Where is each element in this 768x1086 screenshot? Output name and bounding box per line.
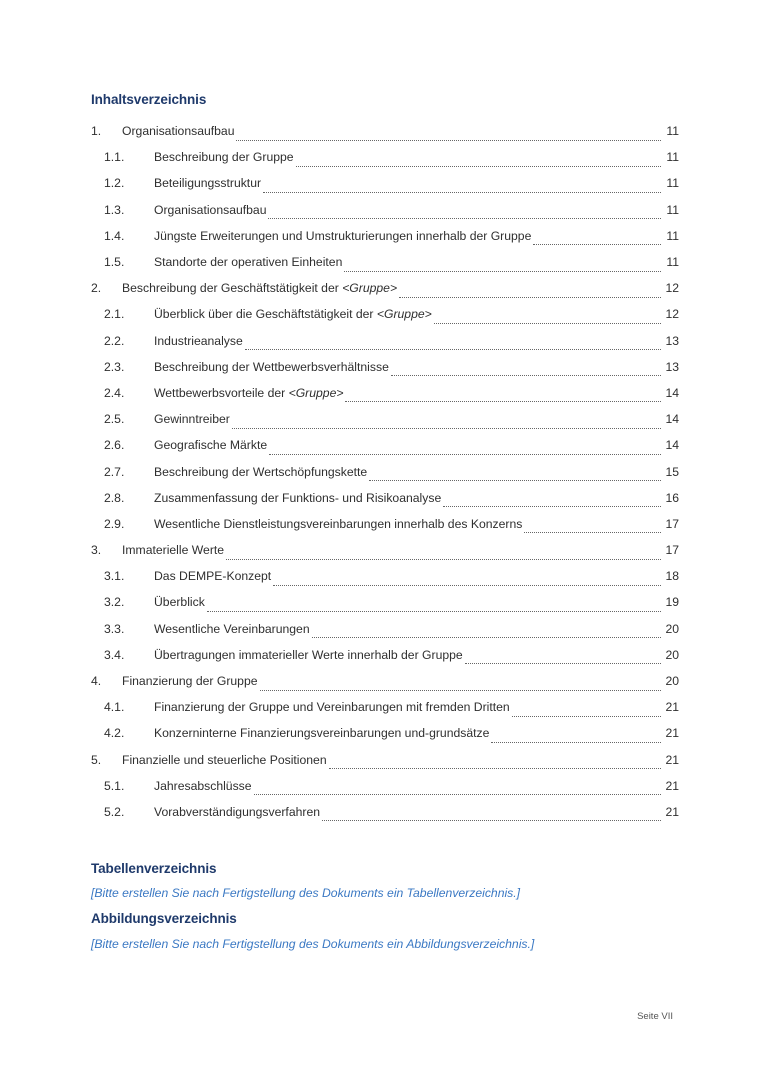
toc-entry-number: 1.5. <box>104 255 125 270</box>
toc-entry-title: Vorabverständigungsverfahren <box>154 804 320 819</box>
toc-entry-title: Konzerninterne Finanzierungsvereinbarungen und-grundsätze <box>154 726 490 741</box>
toc-entry-title: Zusammenfassung der Funktions- und Risikoanalyse <box>154 490 442 505</box>
toc-entry-section[interactable] <box>91 197 679 223</box>
toc-dot-leader <box>296 154 661 167</box>
toc-entry-page-number: 11 <box>666 150 679 165</box>
toc-entry-number: 2.5. <box>104 412 125 427</box>
toc-entry-section[interactable] <box>91 799 679 825</box>
toc-dot-leader <box>226 547 661 560</box>
toc-dot-leader <box>344 259 661 272</box>
toc-dot-leader <box>345 389 661 402</box>
toc-entry-page-number: 14 <box>665 438 679 453</box>
toc-entry-section[interactable] <box>91 170 679 196</box>
toc-dot-leader <box>443 494 661 507</box>
toc-dot-leader <box>434 311 661 324</box>
toc-entry-page-number: 16 <box>665 490 679 505</box>
toc-entry-section[interactable] <box>91 354 679 380</box>
toc-entry-section[interactable] <box>91 720 679 746</box>
toc-entry-title: Beschreibung der Wertschöpfungskette <box>154 464 368 479</box>
toc-entry-page-number: 19 <box>665 595 679 610</box>
toc-entry-title: Wesentliche Dienstleistungsvereinbarungen innerhalb des Konzerns <box>154 516 523 531</box>
toc-entry-section[interactable] <box>91 301 679 327</box>
toc-entry-title-text: Beschreibung der Geschäftstätigkeit der <box>122 281 343 296</box>
toc-dot-leader <box>524 520 661 533</box>
toc-dot-leader <box>268 206 661 219</box>
toc-entry-page-number: 20 <box>665 674 679 689</box>
toc-entry-number: 3.2. <box>104 595 125 610</box>
toc-entry-title-text: Überblick über die Geschäftstätigkeit der <box>154 307 377 322</box>
toc-dot-leader <box>533 232 661 245</box>
toc-entry-section[interactable] <box>91 589 679 615</box>
toc-entry-page-number: 20 <box>665 647 679 662</box>
toc-dot-leader <box>263 180 661 193</box>
toc-entry-title: Standorte der operativen Einheiten <box>154 255 343 270</box>
toc-entry-number: 1.4. <box>104 228 125 243</box>
toc-dot-leader <box>491 730 661 743</box>
toc-entry-title: Jahresabschlüsse <box>154 778 252 793</box>
toc-entry-section[interactable] <box>91 144 679 170</box>
toc-entry-page-number: 11 <box>666 124 679 139</box>
toc-entry-section[interactable] <box>91 563 679 589</box>
toc-entry-title: Jüngste Erweiterungen und Umstrukturierungen innerhalb der Gruppe <box>154 228 532 243</box>
toc-entry-section[interactable] <box>91 380 679 406</box>
toc-dot-leader <box>369 468 661 481</box>
toc-entry-title: Beschreibung der Wettbewerbsverhältnisse <box>154 359 389 374</box>
toc-entry-page-number: 20 <box>665 621 679 636</box>
toc-entry-number: 2.7. <box>104 464 125 479</box>
toc-entry-page-number: 17 <box>665 516 679 531</box>
toc-entry-section[interactable] <box>91 485 679 511</box>
toc-entry-number: 1. <box>91 124 102 139</box>
toc-dot-leader <box>322 808 661 821</box>
toc-entry-title: Beschreibung der Gruppe <box>154 150 294 165</box>
toc-entry-section[interactable] <box>91 511 679 537</box>
toc-list <box>91 118 679 825</box>
toc-entry-title: Geografische Märkte <box>154 438 268 453</box>
toc-entry-page-number: 21 <box>665 700 679 715</box>
toc-entry-page-number: 21 <box>665 752 679 767</box>
toc-entry-number: 4. <box>91 674 102 689</box>
toc-entry-number: 5. <box>91 752 102 767</box>
toc-entry-chapter[interactable] <box>91 118 679 144</box>
toc-entry-number: 2.6. <box>104 438 125 453</box>
toc-dot-leader <box>260 678 662 691</box>
toc-entry-chapter[interactable] <box>91 275 679 301</box>
toc-dot-leader <box>245 337 661 350</box>
toc-entry-title-placeholder: <Gruppe> <box>288 385 344 400</box>
toc-dot-leader <box>273 573 661 586</box>
toc-dot-leader <box>399 285 661 298</box>
toc-entry-section[interactable] <box>91 616 679 642</box>
toc-entry-title: Wesentliche Vereinbarungen <box>154 621 310 636</box>
toc-entry-number: 2. <box>91 281 102 296</box>
toc-entry-chapter[interactable] <box>91 537 679 563</box>
toc-entry-page-number: 21 <box>665 726 679 741</box>
figures-placeholder-note: [Bitte erstellen Sie nach Fertigstellung des Dokuments ein Abbildungsverzeichnis.] <box>91 937 535 951</box>
toc-entry-title: Gewinntreiber <box>154 412 230 427</box>
toc-entry-page-number: 11 <box>666 255 679 270</box>
toc-entry-number: 3.1. <box>104 569 125 584</box>
toc-entry-number: 1.1. <box>104 150 125 165</box>
toc-entry-page-number: 13 <box>665 359 679 374</box>
toc-dot-leader <box>329 756 661 769</box>
toc-entry-section[interactable] <box>91 773 679 799</box>
tables-heading: Tabellenverzeichnis <box>91 861 217 876</box>
toc-entry-title: Organisationsaufbau <box>154 202 267 217</box>
toc-entry-page-number: 21 <box>665 778 679 793</box>
tables-placeholder-note: [Bitte erstellen Sie nach Fertigstellung des Dokuments ein Tabellenverzeichnis.] <box>91 886 521 900</box>
toc-entry-title-placeholder: <Gruppe> <box>376 307 432 322</box>
toc-entry-title: Finanzierung der Gruppe und Vereinbarungen mit fremden Dritten <box>154 700 510 715</box>
toc-entry-page-number: 15 <box>665 464 679 479</box>
toc-dot-leader <box>269 442 661 455</box>
toc-dot-leader <box>512 704 661 717</box>
toc-entry-title: Finanzielle und steuerliche Positionen <box>122 752 327 767</box>
toc-entry-title: Industrieanalyse <box>154 333 243 348</box>
toc-entry-title-placeholder: <Gruppe> <box>342 281 398 296</box>
toc-entry-section[interactable] <box>91 223 679 249</box>
toc-dot-leader <box>236 128 661 141</box>
toc-entry-number: 5.2. <box>104 804 125 819</box>
toc-entry-section[interactable] <box>91 406 679 432</box>
toc-dot-leader <box>465 651 661 664</box>
toc-entry-number: 5.1. <box>104 778 125 793</box>
toc-entry-page-number: 12 <box>665 307 679 322</box>
toc-entry-page-number: 21 <box>665 804 679 819</box>
toc-entry-number: 3.4. <box>104 647 125 662</box>
toc-entry-number: 2.8. <box>104 490 125 505</box>
toc-entry-number: 2.3. <box>104 359 125 374</box>
toc-entry-page-number: 11 <box>666 176 679 191</box>
toc-entry-title: Finanzierung der Gruppe <box>122 674 258 689</box>
toc-entry-title <box>154 386 343 400</box>
toc-dot-leader <box>207 599 661 612</box>
toc-entry-number: 3.3. <box>104 621 125 636</box>
toc-entry-section[interactable] <box>91 432 679 458</box>
toc-entry-section[interactable] <box>91 249 679 275</box>
toc-entry-page-number: 14 <box>665 385 679 400</box>
toc-entry-title: Beteiligungsstruktur <box>154 176 262 191</box>
toc-entry-number: 4.2. <box>104 726 125 741</box>
toc-entry-page-number: 11 <box>666 228 679 243</box>
toc-entry-number: 1.3. <box>104 202 125 217</box>
toc-entry-page-number: 17 <box>665 543 679 558</box>
toc-heading: Inhaltsverzeichnis <box>91 92 207 107</box>
toc-entry-page-number: 11 <box>666 202 679 217</box>
toc-entry-title: Übertragungen immaterieller Werte innerhalb der Gruppe <box>154 647 463 662</box>
toc-entry-title <box>122 281 397 295</box>
toc-entry-title: Überblick <box>154 595 205 610</box>
toc-entry-section[interactable] <box>91 642 679 668</box>
toc-dot-leader <box>254 782 661 795</box>
toc-entry-number: 2.2. <box>104 333 125 348</box>
figures-heading: Abbildungsverzeichnis <box>91 911 237 926</box>
toc-entry-number: 2.9. <box>104 516 125 531</box>
toc-entry-chapter[interactable] <box>91 747 679 773</box>
toc-entry-page-number: 18 <box>665 569 679 584</box>
toc-entry-page-number: 14 <box>665 412 679 427</box>
toc-entry-section[interactable] <box>91 694 679 720</box>
toc-entry-number: 1.2. <box>104 176 125 191</box>
toc-entry-section[interactable] <box>91 458 679 484</box>
toc-dot-leader <box>312 625 661 638</box>
toc-entry-page-number: 12 <box>665 281 679 296</box>
toc-entry-number: 4.1. <box>104 700 125 715</box>
toc-dot-leader <box>391 363 661 376</box>
toc-entry-page-number: 13 <box>665 333 679 348</box>
toc-entry-number: 2.4. <box>104 385 125 400</box>
toc-entry-title: Das DEMPE-Konzept <box>154 569 272 584</box>
toc-entry-section[interactable] <box>91 328 679 354</box>
toc-entry-number: 3. <box>91 543 102 558</box>
toc-entry-title-text: Wettbewerbsvorteile der <box>154 385 289 400</box>
page-footer-number: Seite VII <box>637 1011 673 1022</box>
toc-entry-title <box>154 307 432 321</box>
toc-entry-number: 2.1. <box>104 307 125 322</box>
toc-entry-chapter[interactable] <box>91 668 679 694</box>
toc-entry-title: Immaterielle Werte <box>122 543 225 558</box>
toc-entry-title: Organisationsaufbau <box>122 124 235 139</box>
toc-dot-leader <box>232 416 661 429</box>
